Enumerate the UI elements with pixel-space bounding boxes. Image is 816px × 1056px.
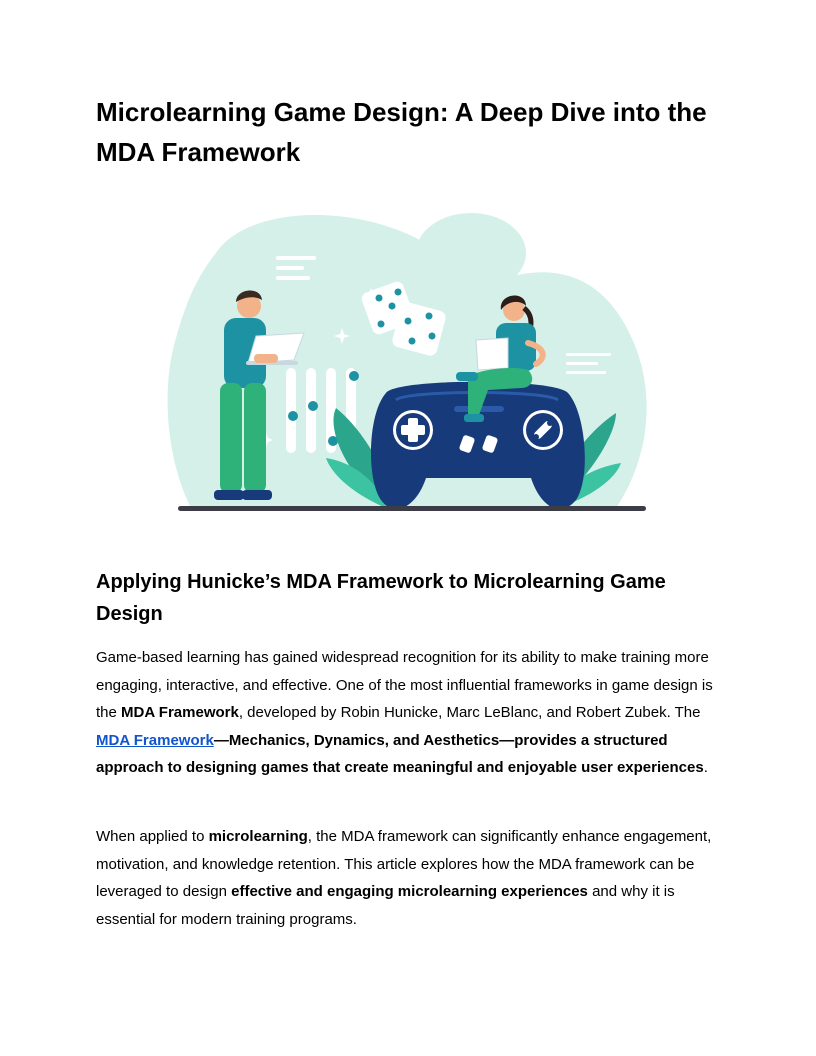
decor-line — [566, 371, 606, 374]
decor-line — [276, 276, 310, 280]
bold-text: —Mechanics, Dynamics, and Aesthetics—provides a structured approach to designing games that create meaningful and enjoyable user experiences — [96, 731, 704, 776]
microlearning-paragraph — [96, 823, 721, 933]
mda-framework-link[interactable]: MDA Framework — [96, 731, 214, 749]
laptop-icon — [476, 338, 508, 370]
text-run: , the MDA framework can significantly enhance engagement, motivation, and knowledge retention. This article explores how the MDA framework can be leveraged to design — [96, 828, 712, 900]
text-run: When applied to — [96, 828, 209, 845]
text-run: . — [703, 759, 708, 776]
background-bubble — [416, 213, 526, 293]
intro-paragraph — [96, 644, 721, 782]
text-run: and why it is essential for modern training programs. — [96, 883, 675, 928]
decor-line — [566, 353, 611, 356]
decor-line — [276, 256, 316, 260]
article-title: Microlearning Game Design: A Deep Dive into the MDA Framework — [96, 97, 707, 167]
section-title: Applying Hunicke’s MDA Framework to Microlearning Game Design — [96, 571, 666, 625]
decor-dot — [349, 371, 359, 381]
decor-line — [276, 266, 304, 270]
bold-text: microlearning — [208, 828, 308, 845]
bold-text: effective and engaging microlearning experiences — [231, 883, 588, 900]
hero-illustration — [96, 178, 721, 528]
decor-line — [566, 362, 598, 365]
decor-dot — [308, 401, 318, 411]
floor-line — [178, 506, 646, 511]
decor-bar — [286, 368, 296, 453]
text-run: Game-based learning has gained widespread recognition for its ability to make training more engaging, interactive, and effective. One of the most influential frameworks in game design is the — [96, 649, 713, 721]
bold-text: MDA Framework — [121, 704, 239, 721]
decor-dot — [288, 411, 298, 421]
hero-illustration-svg — [96, 178, 721, 528]
text-run: , developed by Robin Hunicke, Marc LeBlanc, and Robert Zubek. The — [238, 704, 701, 721]
